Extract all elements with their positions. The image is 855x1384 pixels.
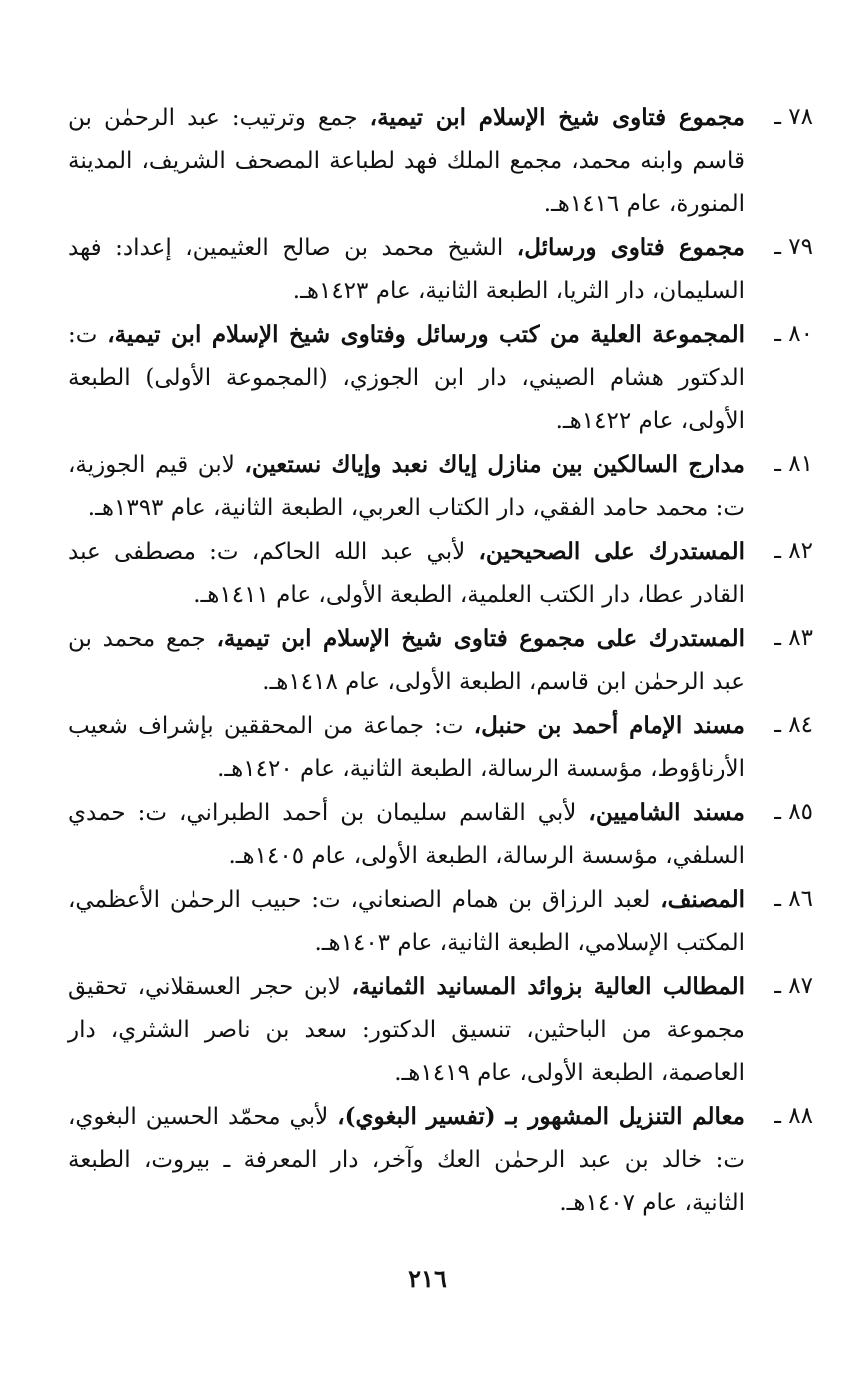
entry-number: ٧٨ ـ: [774, 104, 813, 130]
page-number: ٢١٦: [408, 1264, 447, 1293]
bibliography-entry-86: [68, 878, 813, 965]
entry-title: المستدرك على الصحيحين،: [478, 538, 745, 565]
bibliography-entry-84: [68, 704, 813, 791]
bibliography-entry-79: [68, 226, 813, 313]
bibliography-page: [68, 96, 813, 1225]
entry-title: مدارج السالكين بين منازل إياك نعبد وإياك نستعين،: [244, 451, 746, 478]
entry-title: مسند الشاميين،: [588, 799, 745, 826]
entry-details: لابن قيم الجوزية، ت: محمد حامد الفقي، دار الكتاب العربي، الطبعة الثانية، عام ١٣٩٣هـ.: [68, 452, 745, 521]
entry-number: ٨٧ ـ: [774, 973, 813, 999]
entry-number: ٨٠ ـ: [774, 321, 813, 347]
entry-number: ٨٢ ـ: [774, 538, 813, 564]
entry-details: لأبي عبد الله الحاكم، ت: مصطفى عبد القادر عطا، دار الكتب العلمية، الطبعة الأولى، عام ١٤١١هـ.: [68, 539, 745, 608]
entry-title: المجموعة العلية من كتب ورسائل وفتاوى شيخ الإسلام ابن تيمية،: [107, 321, 745, 348]
entry-number: ٨٥ ـ: [774, 799, 813, 825]
entry-number: ٨١ ـ: [774, 451, 813, 477]
entry-details: الشيخ محمد بن صالح العثيمين، إعداد: فهد السليمان، دار الثريا، الطبعة الثانية، عام ١٤٢٣هـ.: [68, 235, 745, 304]
entry-title: المطالب العالية بزوائد المسانيد الثمانية،: [351, 973, 745, 1000]
entry-title: المستدرك على مجموع فتاوى شيخ الإسلام ابن تيمية،: [216, 625, 746, 652]
bibliography-entry-82: [68, 530, 813, 617]
entry-details: لأبي محمّد الحسين البغوي، ت: خالد بن عبد الرحمٰن العك وآخر، دار المعرفة ـ بيروت، الطبعة الثانية، عام ١٤٠٧هـ.: [68, 1104, 745, 1216]
entry-number: ٨٤ ـ: [774, 712, 813, 738]
entry-details: لعبد الرزاق بن همام الصنعاني، ت: حبيب الرحمٰن الأعظمي، المكتب الإسلامي، الطبعة الثانية، عام ١٤٠٣هـ.: [68, 887, 745, 956]
bibliography-entry-81: [68, 443, 813, 530]
entry-title: مجموع فتاوى شيخ الإسلام ابن تيمية،: [369, 104, 745, 131]
entry-title: معالم التنزيل المشهور بـ (تفسير البغوي)،: [337, 1103, 745, 1130]
entry-details: جمع محمد بن عبد الرحمٰن ابن قاسم، الطبعة الأولى، عام ١٤١٨هـ.: [68, 626, 745, 695]
entry-details: جمع وترتيب: عبد الرحمٰن بن قاسم وابنه محمد، مجمع الملك فهد لطباعة المصحف الشريف، المدينة المنورة، عام ١٤١٦هـ.: [68, 105, 745, 217]
entry-title: مسند الإمام أحمد بن حنبل،: [473, 712, 745, 739]
entry-number: ٨٨ ـ: [774, 1103, 813, 1129]
entry-details: ت: الدكتور هشام الصيني، دار ابن الجوزي، (المجموعة الأولى) الطبعة الأولى، عام ١٤٢٢هـ.: [68, 322, 745, 434]
bibliography-entry-85: [68, 791, 813, 878]
entry-number: ٧٩ ـ: [774, 234, 813, 260]
entry-details: لأبي القاسم سليمان بن أحمد الطبراني، ت: حمدي السلفي، مؤسسة الرسالة، الطبعة الأولى، عام ١٤٠٥هـ.: [68, 800, 745, 869]
entry-title: مجموع فتاوى ورسائل،: [516, 234, 745, 261]
entry-details: لابن حجر العسقلاني، تحقيق مجموعة من الباحثين، تنسيق الدكتور: سعد بن ناصر الشثري، دار العاصمة، الطبعة الأولى، عام ١٤١٩هـ.: [68, 974, 745, 1086]
entry-details: ت: جماعة من المحققين بإشراف شعيب الأرناؤوط، مؤسسة الرسالة، الطبعة الثانية، عام ١٤٢٠هـ.: [68, 713, 745, 782]
bibliography-entry-80: [68, 313, 813, 443]
entry-number: ٨٣ ـ: [774, 625, 813, 651]
bibliography-entry-88: [68, 1095, 813, 1225]
bibliography-entry-78: [68, 96, 813, 226]
bibliography-entry-87: [68, 965, 813, 1095]
bibliography-entry-83: [68, 617, 813, 704]
entry-number: ٨٦ ـ: [774, 886, 813, 912]
entry-title: المصنف،: [660, 886, 745, 913]
